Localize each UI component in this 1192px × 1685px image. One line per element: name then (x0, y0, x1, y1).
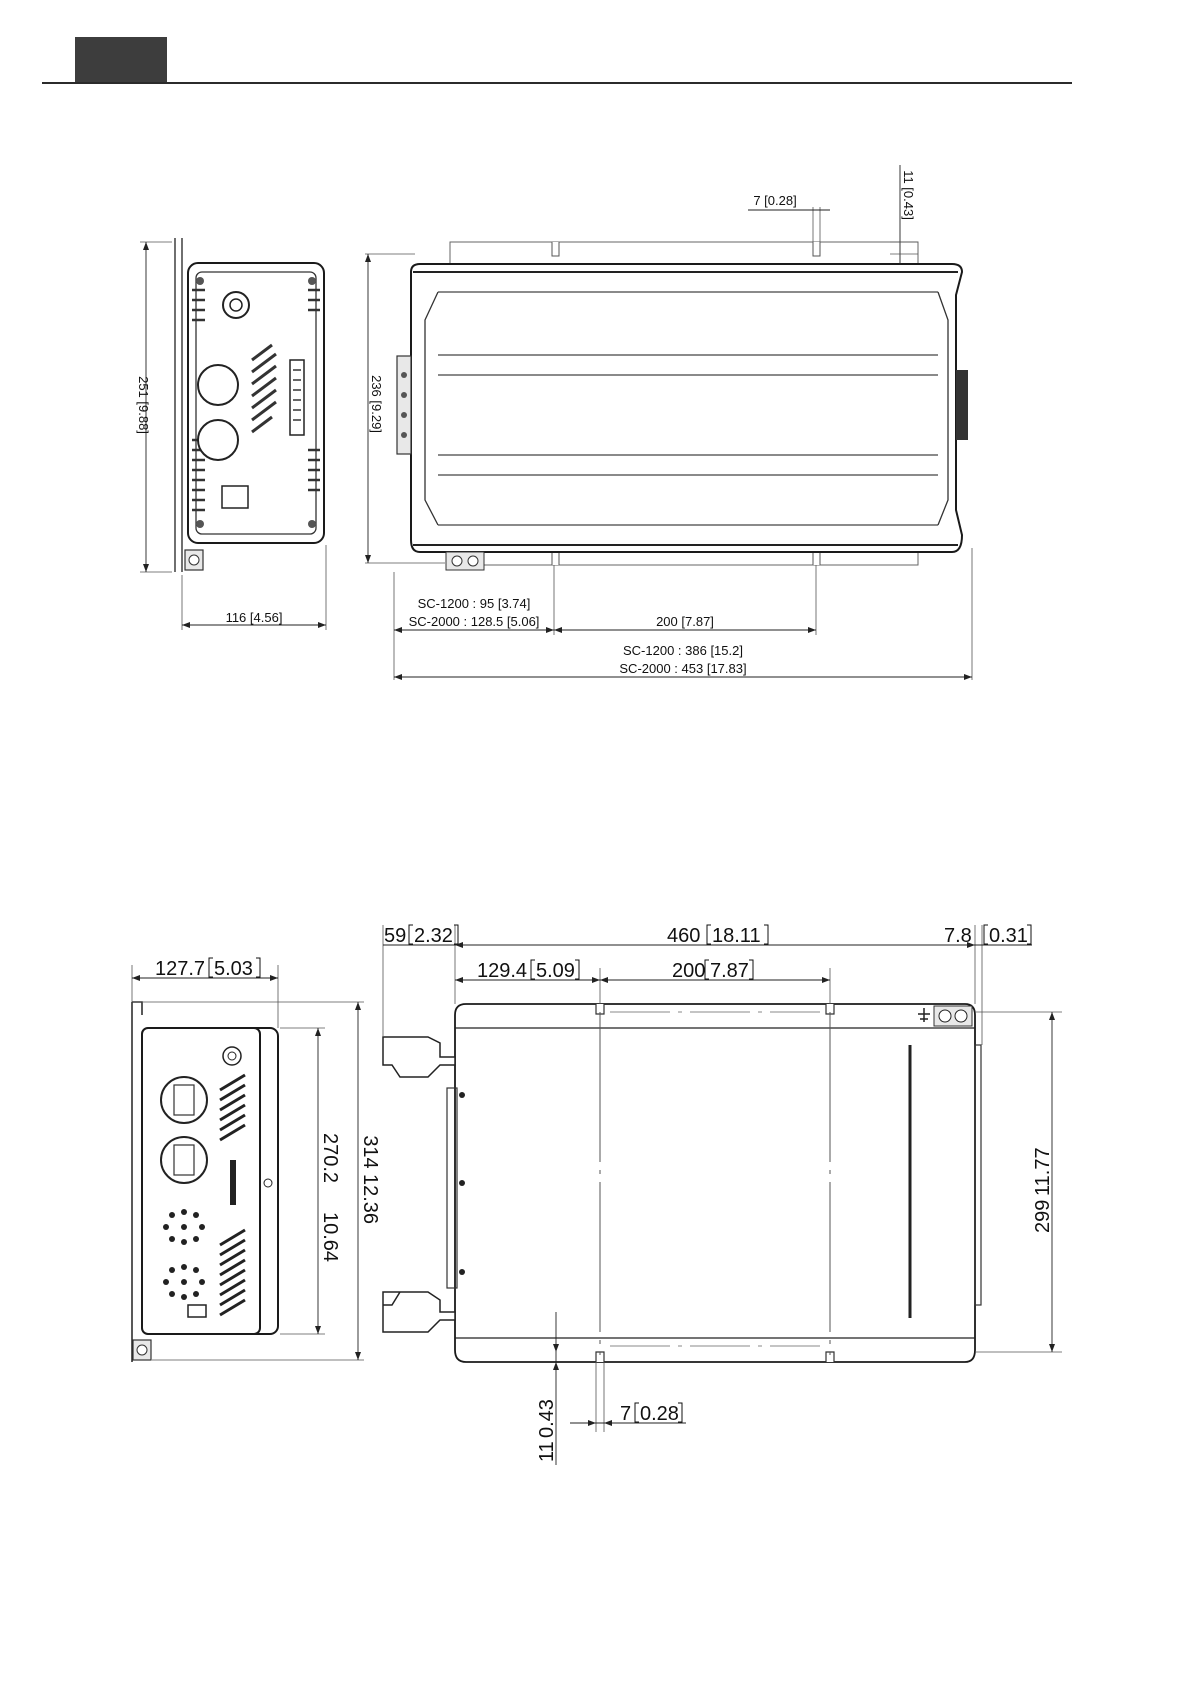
hole-pitch-2-inch: 7.87 (710, 960, 749, 982)
drawing-2 (132, 925, 1062, 1465)
overall-height-2-inch: 12.36 (359, 1174, 381, 1225)
slot-depth-2-inch: 0.43 (536, 1399, 558, 1438)
length-value: 460 (667, 925, 701, 947)
offset-sc1200-label: SC-1200 : 95 [3.74] (417, 596, 531, 611)
hole-offset-inch: 5.09 (536, 960, 575, 982)
top-view-2 (383, 1004, 981, 1362)
body-height-2-value: 270.2 (319, 1132, 341, 1184)
front-view-1 (175, 238, 324, 572)
depth-value: 299 (1032, 1199, 1054, 1233)
slot-width-2-inch: 0.28 (640, 1403, 679, 1425)
front-width-label: 116 [4.56] (225, 610, 283, 625)
hole-pitch-2-value: 200 (672, 960, 706, 982)
front-width-2-value: 127.7 (155, 958, 206, 980)
slot-depth-2-value: 11 (536, 1441, 558, 1462)
top-view-1 (397, 242, 968, 570)
terminal-length-inch: 2.32 (414, 925, 453, 947)
drawing-1 (136, 165, 972, 680)
slot-width-label: 7 [0.28] (753, 193, 797, 208)
top-height-label: 236 [9.29] (369, 375, 384, 433)
overall-height-2-value: 314 (359, 1135, 381, 1169)
front-height-label: 251 [9.88] (136, 376, 151, 434)
offset-sc2000-label: SC-2000 : 128.5 [5.06] (408, 614, 540, 629)
terminal-length-value: 59 (384, 925, 407, 947)
depth-inch: 11.77 (1032, 1147, 1054, 1196)
front-width-2-inch: 5.03 (214, 958, 253, 980)
length-sc2000-label: SC-2000 : 453 [17.83] (619, 661, 747, 676)
body-height-2-inch: 10.64 (319, 1212, 341, 1263)
end-offset-inch: 0.31 (989, 925, 1028, 947)
length-sc1200-label: SC-1200 : 386 [15.2] (623, 643, 743, 658)
slot-width-2-value: 7 (620, 1403, 632, 1425)
hole-offset-value: 129.4 (477, 960, 528, 982)
hole-pitch-label: 200 [7.87] (656, 614, 714, 629)
front-view-2 (132, 1002, 278, 1362)
length-inch: 18.11 (712, 925, 761, 947)
slot-depth-label: 11 [0.43] (901, 170, 916, 220)
end-offset-value: 7.8 (944, 925, 972, 947)
